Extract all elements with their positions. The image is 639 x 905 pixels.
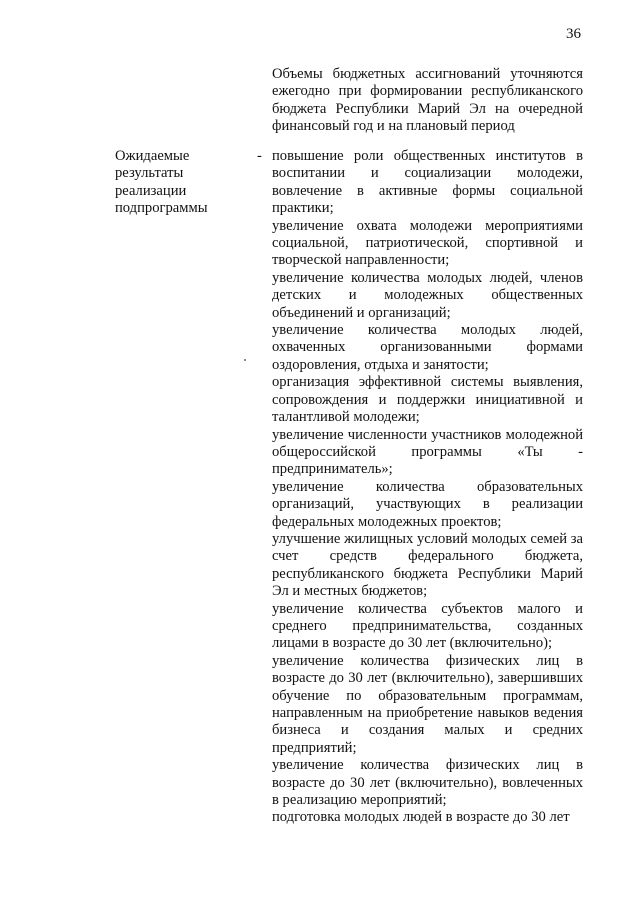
page-number: 36 bbox=[566, 26, 581, 42]
intro-paragraph: Объемы бюджетных ассигнований уточняются ежегодно при формировании республиканского бюджета Республики Марий Эл на очередной финансовый год и на плановый период bbox=[272, 66, 583, 135]
list-item: увеличение количества молодых людей, членов детских и молодежных общественных объединений и организаций; bbox=[272, 269, 583, 321]
list-item: увеличение количества молодых людей, охваченных организованными формами оздоровления, отдыха и занятости; bbox=[272, 322, 583, 373]
list-dash: - bbox=[257, 148, 262, 164]
section-label-line: подпрограммы bbox=[115, 200, 208, 217]
list-item: улучшение жилищных условий молодых семей за счет средств федерального бюджета, республиканского бюджета Республики Марий Эл и местных бюджетов; bbox=[272, 530, 583, 600]
list-item: увеличение количества физических лиц в возрасте до 30 лет (включительно), завершивших обучение по образовательным программам, направленным на приобретение навыков ведения бизнеса и создания малых и средних предприятий; bbox=[272, 652, 583, 756]
list-item: увеличение численности участников молодежной общероссийской программы «Ты - предприниматель»; bbox=[272, 426, 583, 478]
list-item: подготовка молодых людей в возрасте до 30 лет bbox=[272, 809, 570, 826]
list-item: увеличение количества субъектов малого и среднего предпринимательства, созданных лицами в возрасте до 30 лет (включительно); bbox=[272, 600, 583, 652]
list-item: увеличение количества физических лиц в возрасте до 30 лет (включительно), вовлеченных в реализацию мероприятий; bbox=[272, 757, 583, 809]
section-label-line: Ожидаемые bbox=[115, 148, 190, 164]
list-item: увеличение охвата молодежи мероприятиями социальной, патриотической, спортивной и творческой направленности; bbox=[272, 217, 583, 269]
list-item: повышение роли общественных институтов в воспитании и социализации молодежи, вовлечение в активные формы социальной практики; bbox=[272, 148, 583, 217]
section-label-line: реализации bbox=[115, 182, 187, 199]
section-label bbox=[115, 148, 245, 218]
results-list bbox=[272, 148, 583, 827]
section-label-line: результаты bbox=[115, 165, 184, 182]
scan-speck bbox=[244, 359, 246, 361]
list-item: увеличение количества образовательных организаций, участвующих в реализации федеральных молодежных проектов; bbox=[272, 478, 583, 530]
list-item: организация эффективной системы выявления, сопровождения и поддержки инициативной и талантливой молодежи; bbox=[272, 374, 583, 426]
